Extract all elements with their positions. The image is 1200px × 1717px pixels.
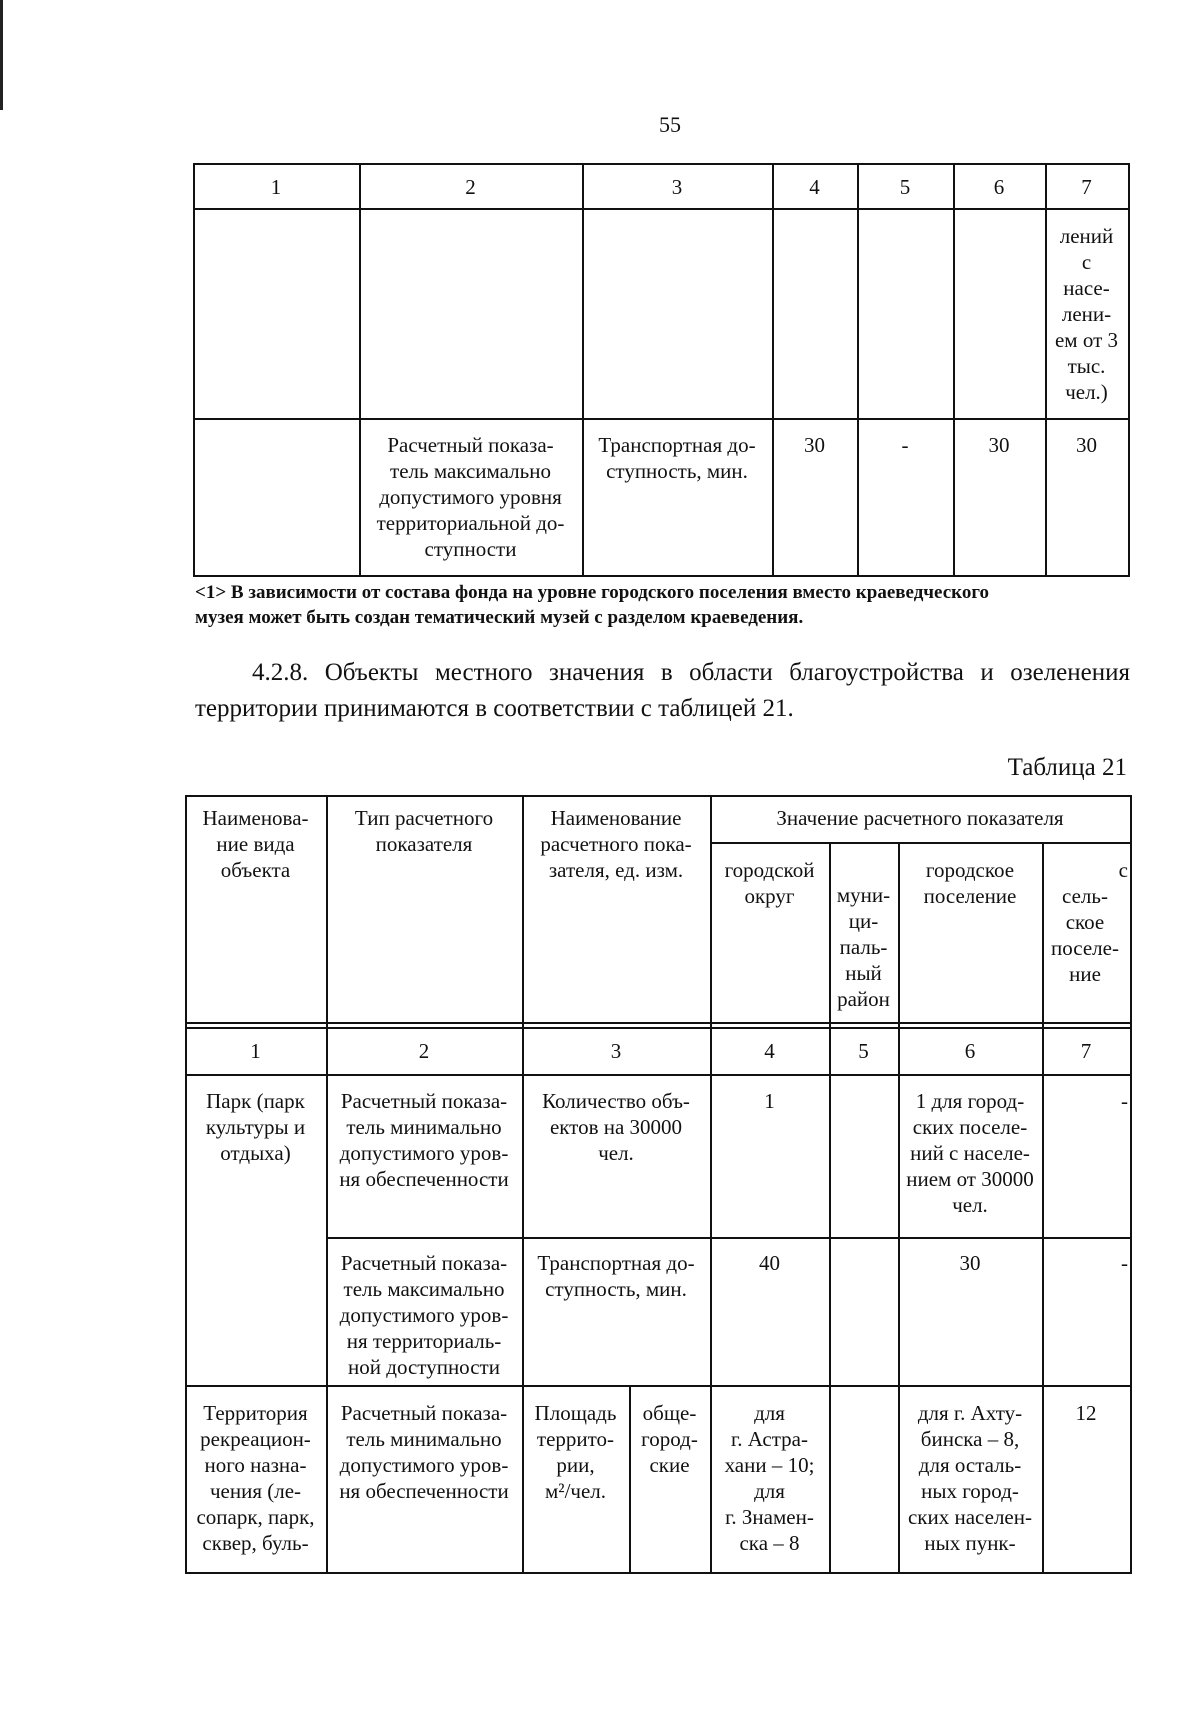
cell-line: с (1081, 250, 1092, 274)
cell-line: Расчетный показа- (340, 1089, 508, 1113)
col-number: 2 (418, 1039, 430, 1063)
cell-line: 1 для город- (915, 1089, 1025, 1113)
value-cell: - (901, 433, 909, 457)
cell-line: ектов на 30000 (549, 1115, 683, 1139)
cell-line: ем от 3 (1054, 328, 1118, 352)
cell-line: ных город- (921, 1479, 1019, 1503)
cell-line: городское (925, 858, 1015, 882)
cell-line: допустимого уровня (379, 485, 562, 509)
cell-line: ня обеспеченности (339, 1167, 509, 1191)
cell-line: Наименование (550, 806, 682, 830)
col-number: 4 (809, 175, 820, 199)
value-cell: 1 (764, 1089, 775, 1113)
header-rural-settlement (1042, 857, 1128, 987)
table-caption: Таблица 21 (1007, 754, 1127, 781)
cell-line: ный (845, 961, 882, 985)
cell-line: Площадь (534, 1401, 617, 1425)
cell-line: чел. (952, 1193, 988, 1217)
cell-line: с (1118, 858, 1128, 882)
value-cell: 30 (804, 433, 825, 457)
cell-line: м²/чел. (544, 1479, 607, 1503)
cell-line: городской (724, 858, 815, 882)
cell-line: г. Знамен- (725, 1505, 814, 1529)
cell-line: сопарк, парк, (196, 1505, 315, 1529)
cell-line: территориальной до- (376, 511, 565, 535)
header-urban-settlement (898, 857, 1042, 909)
cell-line: тель максимально (343, 1277, 505, 1301)
cell-line: бинска – 8, (920, 1427, 1020, 1451)
cell-line: насе- (1063, 276, 1110, 300)
indicator-type (326, 1250, 522, 1380)
header-indicator-name (522, 805, 710, 883)
indicator-subtype (629, 1400, 710, 1478)
object-name-recreation (185, 1400, 326, 1556)
cell-line: сквер, буль- (202, 1531, 309, 1555)
cell-line: чел.) (1065, 380, 1108, 404)
col-number: 1 (270, 175, 282, 199)
cell-line: рекреацион- (200, 1427, 311, 1451)
cell-line: паль- (839, 935, 888, 959)
value-cell: 30 (988, 433, 1010, 457)
cell-line: нием от 30000 (906, 1167, 1034, 1191)
cell-line: сель- (1062, 884, 1108, 908)
cell-line: допустимого уров- (339, 1453, 509, 1477)
cell-line: Тип расчетного (354, 806, 494, 830)
cell-line: тель максимально (390, 459, 551, 483)
cell-line: Наименова- (202, 806, 309, 830)
cell-line: зателя, ед. изм. (548, 858, 684, 882)
cell-line: Расчетный показа- (387, 433, 554, 457)
footnote-line: <1> В зависимости от состава фонда на уровне городского поселения вместо краеведческого (195, 582, 989, 603)
cell-line: ние (1069, 962, 1101, 986)
cell-line: ци- (848, 909, 879, 933)
indicator-name (522, 1400, 629, 1504)
cell-line: культуры и (205, 1115, 306, 1139)
header-value-group: Значение расчетного показателя (776, 806, 1064, 830)
header-indicator-type (326, 805, 522, 857)
value-cell (898, 1088, 1042, 1218)
cell-line: показателя (375, 832, 473, 856)
value-cell: 12 (1075, 1401, 1097, 1425)
cell-line: район (837, 987, 890, 1011)
cell-line: муни- (836, 883, 891, 907)
col-number: 1 (250, 1039, 261, 1063)
col-number: 7 (1080, 1039, 1092, 1063)
value-cell: 30 (959, 1251, 981, 1275)
cell-line: ного назна- (204, 1453, 307, 1477)
cell-line: округ (744, 884, 795, 908)
indicator-name (582, 432, 772, 484)
col-number: 5 (858, 1039, 869, 1063)
cell-line: тель минимально (346, 1115, 502, 1139)
col-number: 7 (1081, 175, 1092, 199)
cell-line: чения (ле- (209, 1479, 302, 1503)
cell-line: для г. Ахту- (917, 1401, 1023, 1425)
value-cell: 30 (1076, 433, 1097, 457)
cell-line: ня территориаль- (346, 1329, 502, 1353)
value-cell (898, 1400, 1042, 1556)
cell-line: ских поселе- (912, 1115, 1028, 1139)
col-number: 2 (465, 175, 476, 199)
cell-line: ска – 8 (739, 1531, 800, 1555)
indicator-type (359, 432, 582, 562)
value-cell: - (1121, 1089, 1128, 1113)
cell-line: Территория (203, 1401, 308, 1425)
cell-line: обще- (642, 1401, 697, 1425)
body-paragraph: 4.2.8. Объекты местного значения в области благоустройства и озеленения территории принимаются в соответствии с таблицей 21. (195, 659, 1130, 722)
cell-line: лений (1059, 224, 1114, 248)
col-number: 6 (964, 1039, 976, 1063)
value-cell: - (1121, 1251, 1128, 1275)
cell-line: поселе- (1051, 936, 1119, 960)
indicator-name (522, 1250, 710, 1302)
cell-line: ские (649, 1453, 690, 1477)
cell-line: ступность, мин. (545, 1277, 687, 1301)
cell-line: для (754, 1479, 785, 1503)
cell-line: Расчетный показа- (340, 1401, 508, 1425)
cell-line: город- (641, 1427, 698, 1451)
col-number: 3 (671, 175, 683, 199)
cell-line: ступность, мин. (606, 459, 748, 483)
object-name-park (185, 1088, 326, 1166)
cell-line: хани – 10; (724, 1453, 815, 1477)
col-number: 3 (610, 1039, 622, 1063)
cell-line: для (754, 1401, 785, 1425)
cell-line: ние вида (216, 832, 295, 856)
value-cell: 40 (759, 1251, 780, 1275)
cell-line: ной доступности (348, 1355, 500, 1379)
value-cell (710, 1400, 829, 1556)
cell-line: рии, (556, 1453, 595, 1477)
cell-line: ных пунк- (924, 1531, 1016, 1555)
header-municipal-district (829, 882, 898, 1012)
col-number: 5 (899, 175, 911, 199)
cell-line: ний с населе- (910, 1141, 1030, 1165)
cell-line: Транспортная до- (537, 1251, 695, 1275)
scan-edge-mark (0, 0, 3, 110)
page-number: 55 (659, 112, 681, 137)
cell-line: лени- (1061, 302, 1112, 326)
cell-line: тыс. (1067, 354, 1106, 378)
cell-line: допустимого уров- (339, 1303, 509, 1327)
indicator-type (326, 1088, 522, 1192)
cell-line: объекта (220, 858, 291, 882)
indicator-type (326, 1400, 522, 1504)
cell-line: Расчетный показа- (340, 1251, 508, 1275)
cell-line: тель минимально (346, 1427, 502, 1451)
cell-line: ских населен- (907, 1505, 1032, 1529)
cell-line: ня обеспеченности (339, 1479, 509, 1503)
cell-text (1045, 223, 1128, 405)
cell-line: Количество объ- (542, 1089, 690, 1113)
cell-line: ское (1065, 910, 1105, 934)
cell-line: террито- (536, 1427, 615, 1451)
header-city-district (710, 857, 829, 909)
footnote (195, 580, 1155, 630)
cell-line: допустимого уров- (339, 1141, 509, 1165)
cell-line: чел. (598, 1141, 634, 1165)
cell-line: г. Астра- (731, 1427, 808, 1451)
cell-line: отдыха) (220, 1141, 291, 1165)
cell-line: расчетного пока- (540, 832, 692, 856)
footnote-line: музея может быть создан тематический музей с разделом краеведения. (195, 607, 804, 628)
indicator-name (522, 1088, 710, 1166)
cell-line: ступности (424, 537, 517, 561)
header-object-type (185, 805, 326, 883)
col-number: 4 (764, 1039, 775, 1063)
col-number: 6 (993, 175, 1005, 199)
cell-line: Парк (парк (206, 1089, 305, 1113)
cell-line: поселение (923, 884, 1017, 908)
cell-line: Транспортная до- (598, 433, 756, 457)
cell-line: для осталь- (918, 1453, 1022, 1477)
